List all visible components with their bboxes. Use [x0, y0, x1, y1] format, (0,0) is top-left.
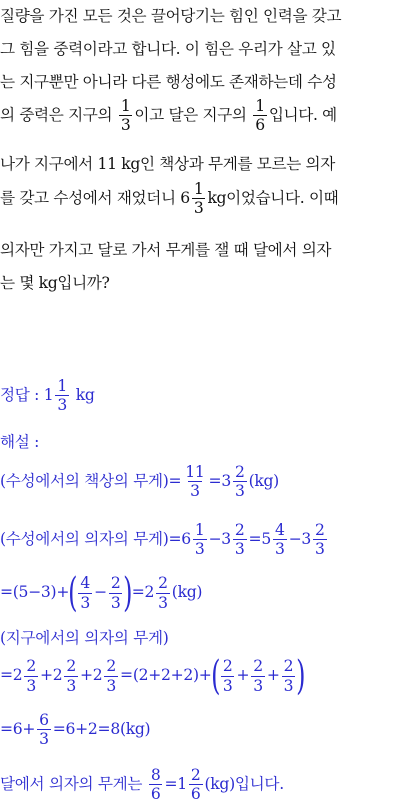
equals-six-plus: =6+ — [0, 719, 36, 738]
fraction-two-thirds: $\frac{2}{3}$ — [26, 657, 37, 695]
fraction-two-thirds: $\frac{2}{3}$ — [66, 657, 77, 695]
problem-line-5: 나가 지구에서 11 kg인 책상과 무게를 모르는 의자 — [0, 155, 335, 173]
right-paren: ) — [123, 570, 133, 616]
fraction-two-thirds: $\frac{2}{3}$ — [314, 521, 325, 559]
problem-line-4 — [0, 98, 337, 134]
fraction-one-sixth: $\frac{1}{6}$ — [255, 97, 265, 135]
left-paren: ( — [68, 570, 78, 616]
problem-line-4-text-c: 입니다. 예 — [268, 105, 337, 124]
equals-two: =2 — [131, 583, 155, 601]
explanation-line-4: (지구에서의 의자의 무게) — [0, 629, 169, 647]
problem-line-2: 그 힘을 중력이라고 합니다. 이 힘은 우리가 살고 있 — [0, 40, 336, 58]
fraction-two-thirds: $\frac{2}{3}$ — [234, 521, 245, 559]
fraction-two-thirds: $\frac{2}{3}$ — [222, 657, 233, 695]
explanation-line-7 — [0, 767, 400, 803]
problem-line-4-text-a: 의 중력은 지구의 — [0, 105, 113, 124]
problem-line-6-text-b: kg이었습니다. 이때 — [207, 188, 339, 207]
fraction-one-third: $\frac{1}{3}$ — [120, 97, 131, 135]
answer-line — [0, 378, 400, 414]
problem-line-3: 는 지구뿐만 아니라 다른 행성에도 존재하는데 수성 — [0, 73, 337, 91]
equals-one: =1 — [164, 774, 187, 793]
result-eight-kg: =6+2=8(kg) — [52, 719, 151, 738]
problem-line-4-text-b: 이고 달은 지구의 — [134, 105, 247, 124]
fraction-two-thirds: $\frac{2}{3}$ — [253, 657, 263, 695]
explanation-label: 해설 : — [0, 433, 40, 451]
fraction-four-thirds: $\frac{4}{3}$ — [80, 574, 91, 612]
fraction-one-third: $\frac{1}{3}$ — [193, 180, 204, 218]
fraction-two-thirds: $\frac{2}{3}$ — [110, 574, 121, 612]
answer-label: 정답 : 1 — [0, 385, 54, 404]
explanation-line-2 — [0, 522, 400, 558]
fraction-two-thirds: $\frac{2}{3}$ — [234, 463, 245, 501]
minus-three: −3 — [208, 529, 231, 548]
final-unit-text: (kg)입니다. — [204, 774, 284, 793]
fraction-one-third: $\frac{1}{3}$ — [194, 521, 205, 559]
equals-two: =2 — [0, 666, 23, 684]
equals-five: =5 — [248, 529, 271, 548]
plus-sign: + — [266, 666, 280, 684]
fraction-six-thirds: $\frac{6}{3}$ — [39, 711, 49, 749]
unit-kg: (kg) — [171, 583, 203, 601]
left-paren: ( — [210, 653, 220, 699]
problem-line-7: 의자만 가지고 달로 가서 무게를 잴 때 달에서 의자 — [0, 241, 332, 259]
plus-sign: + — [236, 666, 250, 684]
chair-weight-label: (수성에서의 의자의 무게)=6 — [0, 529, 191, 548]
plus-two: +2 — [40, 666, 63, 684]
fraction-two-thirds: $\frac{2}{3}$ — [158, 574, 168, 612]
expr-five-minus-three: =(5−3)+ — [0, 583, 70, 601]
explanation-line-1 — [0, 464, 400, 500]
minus-sign: − — [94, 583, 107, 601]
explanation-line-6 — [0, 712, 400, 748]
sum-of-integers: =(2+2+2)+ — [120, 666, 212, 684]
equals-three: =3 — [208, 471, 231, 490]
problem-line-6 — [0, 181, 338, 217]
fraction-two-sixths: $\frac{2}{6}$ — [190, 766, 201, 804]
fraction-eight-sixths: $\frac{8}{6}$ — [150, 766, 161, 804]
moon-weight-label: 달에서 의자의 무게는 — [0, 774, 143, 793]
fraction-two-thirds: $\frac{2}{3}$ — [106, 657, 117, 695]
unit-kg: (kg) — [248, 471, 279, 490]
problem-line-6-text-a: 를 갖고 수성에서 재었더니 6 — [0, 188, 190, 207]
fraction-two-thirds: $\frac{2}{3}$ — [283, 657, 294, 695]
explanation-line-5 — [0, 653, 400, 699]
fraction-one-third: $\frac{1}{3}$ — [57, 377, 68, 415]
desk-weight-label: (수성에서의 책상의 무게)= — [0, 471, 182, 490]
explanation-line-3 — [0, 570, 400, 616]
problem-line-8: 는 몇 kg입니까? — [0, 274, 110, 292]
answer-unit: kg — [75, 385, 95, 404]
problem-line-1: 질량을 가진 모든 것은 끌어당기는 힘인 인력을 갖고 — [0, 7, 342, 25]
right-paren: ) — [296, 653, 306, 699]
plus-two: +2 — [80, 666, 103, 684]
fraction-eleven-thirds: $\frac{11}{3}$ — [185, 463, 205, 501]
minus-three: −3 — [288, 529, 311, 548]
fraction-four-thirds: $\frac{4}{3}$ — [274, 521, 285, 559]
